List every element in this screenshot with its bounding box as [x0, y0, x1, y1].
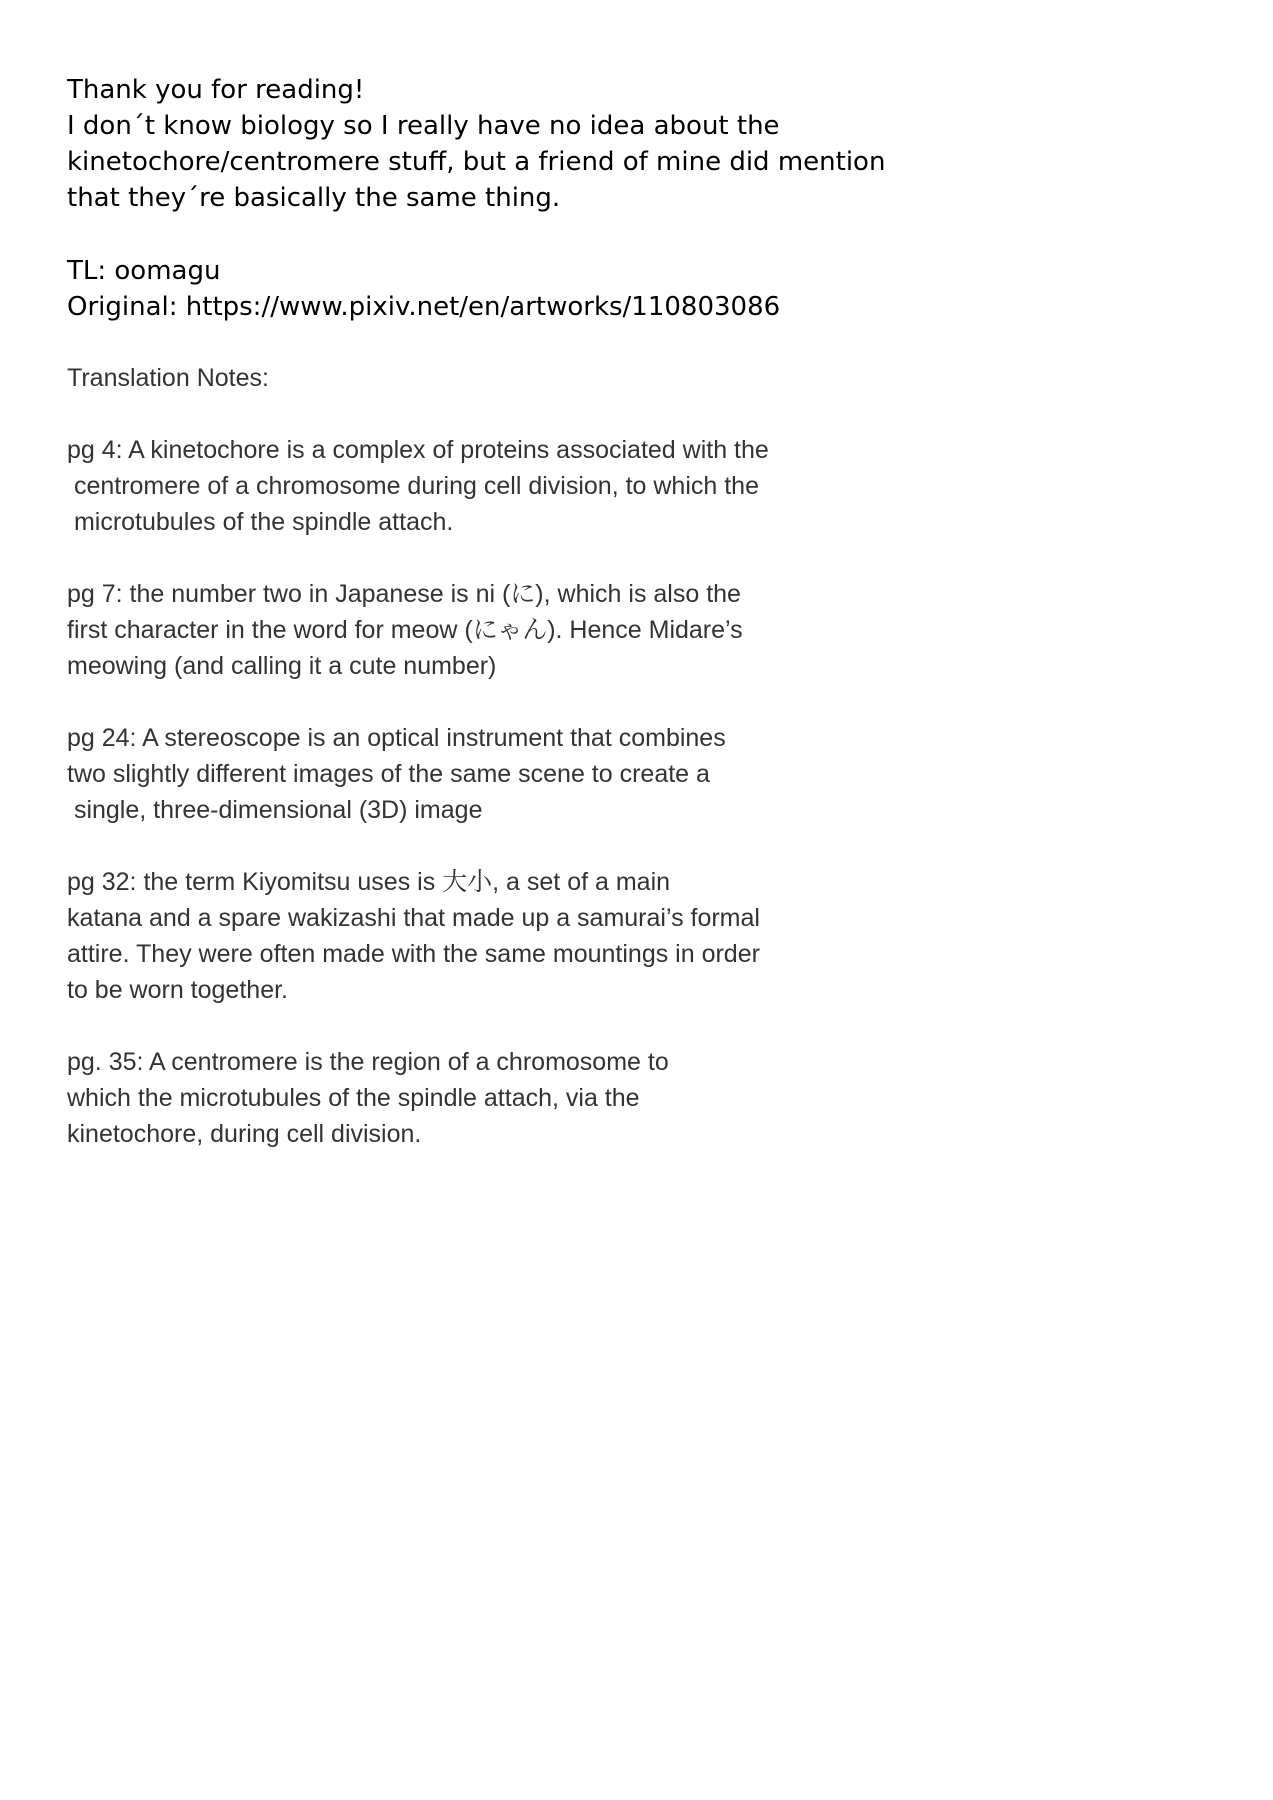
note-line: katana and a spare wakizashi that made up a samurai’s formal: [67, 904, 760, 932]
note-item: [67, 432, 1207, 540]
note-line: centromere of a chromosome during cell division, to which the: [67, 472, 759, 500]
intro-line: that they´re basically the same thing.: [67, 183, 561, 213]
note-item: [67, 864, 1207, 1008]
note-item: [67, 576, 1207, 684]
note-line: pg 4: A kinetochore is a complex of proteins associated with the: [67, 436, 769, 464]
note-line: pg 24: A stereoscope is an optical instrument that combines: [67, 724, 726, 752]
note-item: [67, 1044, 1207, 1152]
note-line: first character in the word for meow (にゃん). Hence Midare’s: [67, 616, 743, 644]
translator-credit: TL: oomagu: [67, 256, 221, 286]
note-line: attire. They were often made with the same mountings in order: [67, 940, 760, 968]
note-line: single, three-dimensional (3D) image: [67, 796, 483, 824]
note-line: meowing (and calling it a cute number): [67, 652, 497, 680]
intro-line: Thank you for reading!: [67, 75, 365, 105]
intro-line: I don´t know biology so I really have no idea about the: [67, 111, 780, 141]
note-line: pg 32: the term Kiyomitsu uses is 大小, a set of a main: [67, 868, 671, 896]
note-line: kinetochore, during cell division.: [67, 1120, 422, 1148]
note-line: pg. 35: A centromere is the region of a chromosome to: [67, 1048, 669, 1076]
credits: [67, 253, 1207, 325]
note-line: two slightly different images of the same scene to create a: [67, 760, 710, 788]
translation-notes: [67, 360, 1207, 1188]
intro-line: kinetochore/centromere stuff, but a friend of mine did mention: [67, 147, 886, 177]
note-item: [67, 720, 1207, 828]
note-line: which the microtubules of the spindle attach, via the: [67, 1084, 640, 1112]
notes-heading: Translation Notes:: [67, 364, 269, 392]
note-line: to be worn together.: [67, 976, 288, 1004]
original-source-link: Original: https://www.pixiv.net/en/artworks/110803086: [67, 292, 781, 322]
translator-intro: [67, 72, 1207, 216]
note-line: microtubules of the spindle attach.: [67, 508, 454, 536]
note-line: pg 7: the number two in Japanese is ni (に), which is also the: [67, 580, 741, 608]
